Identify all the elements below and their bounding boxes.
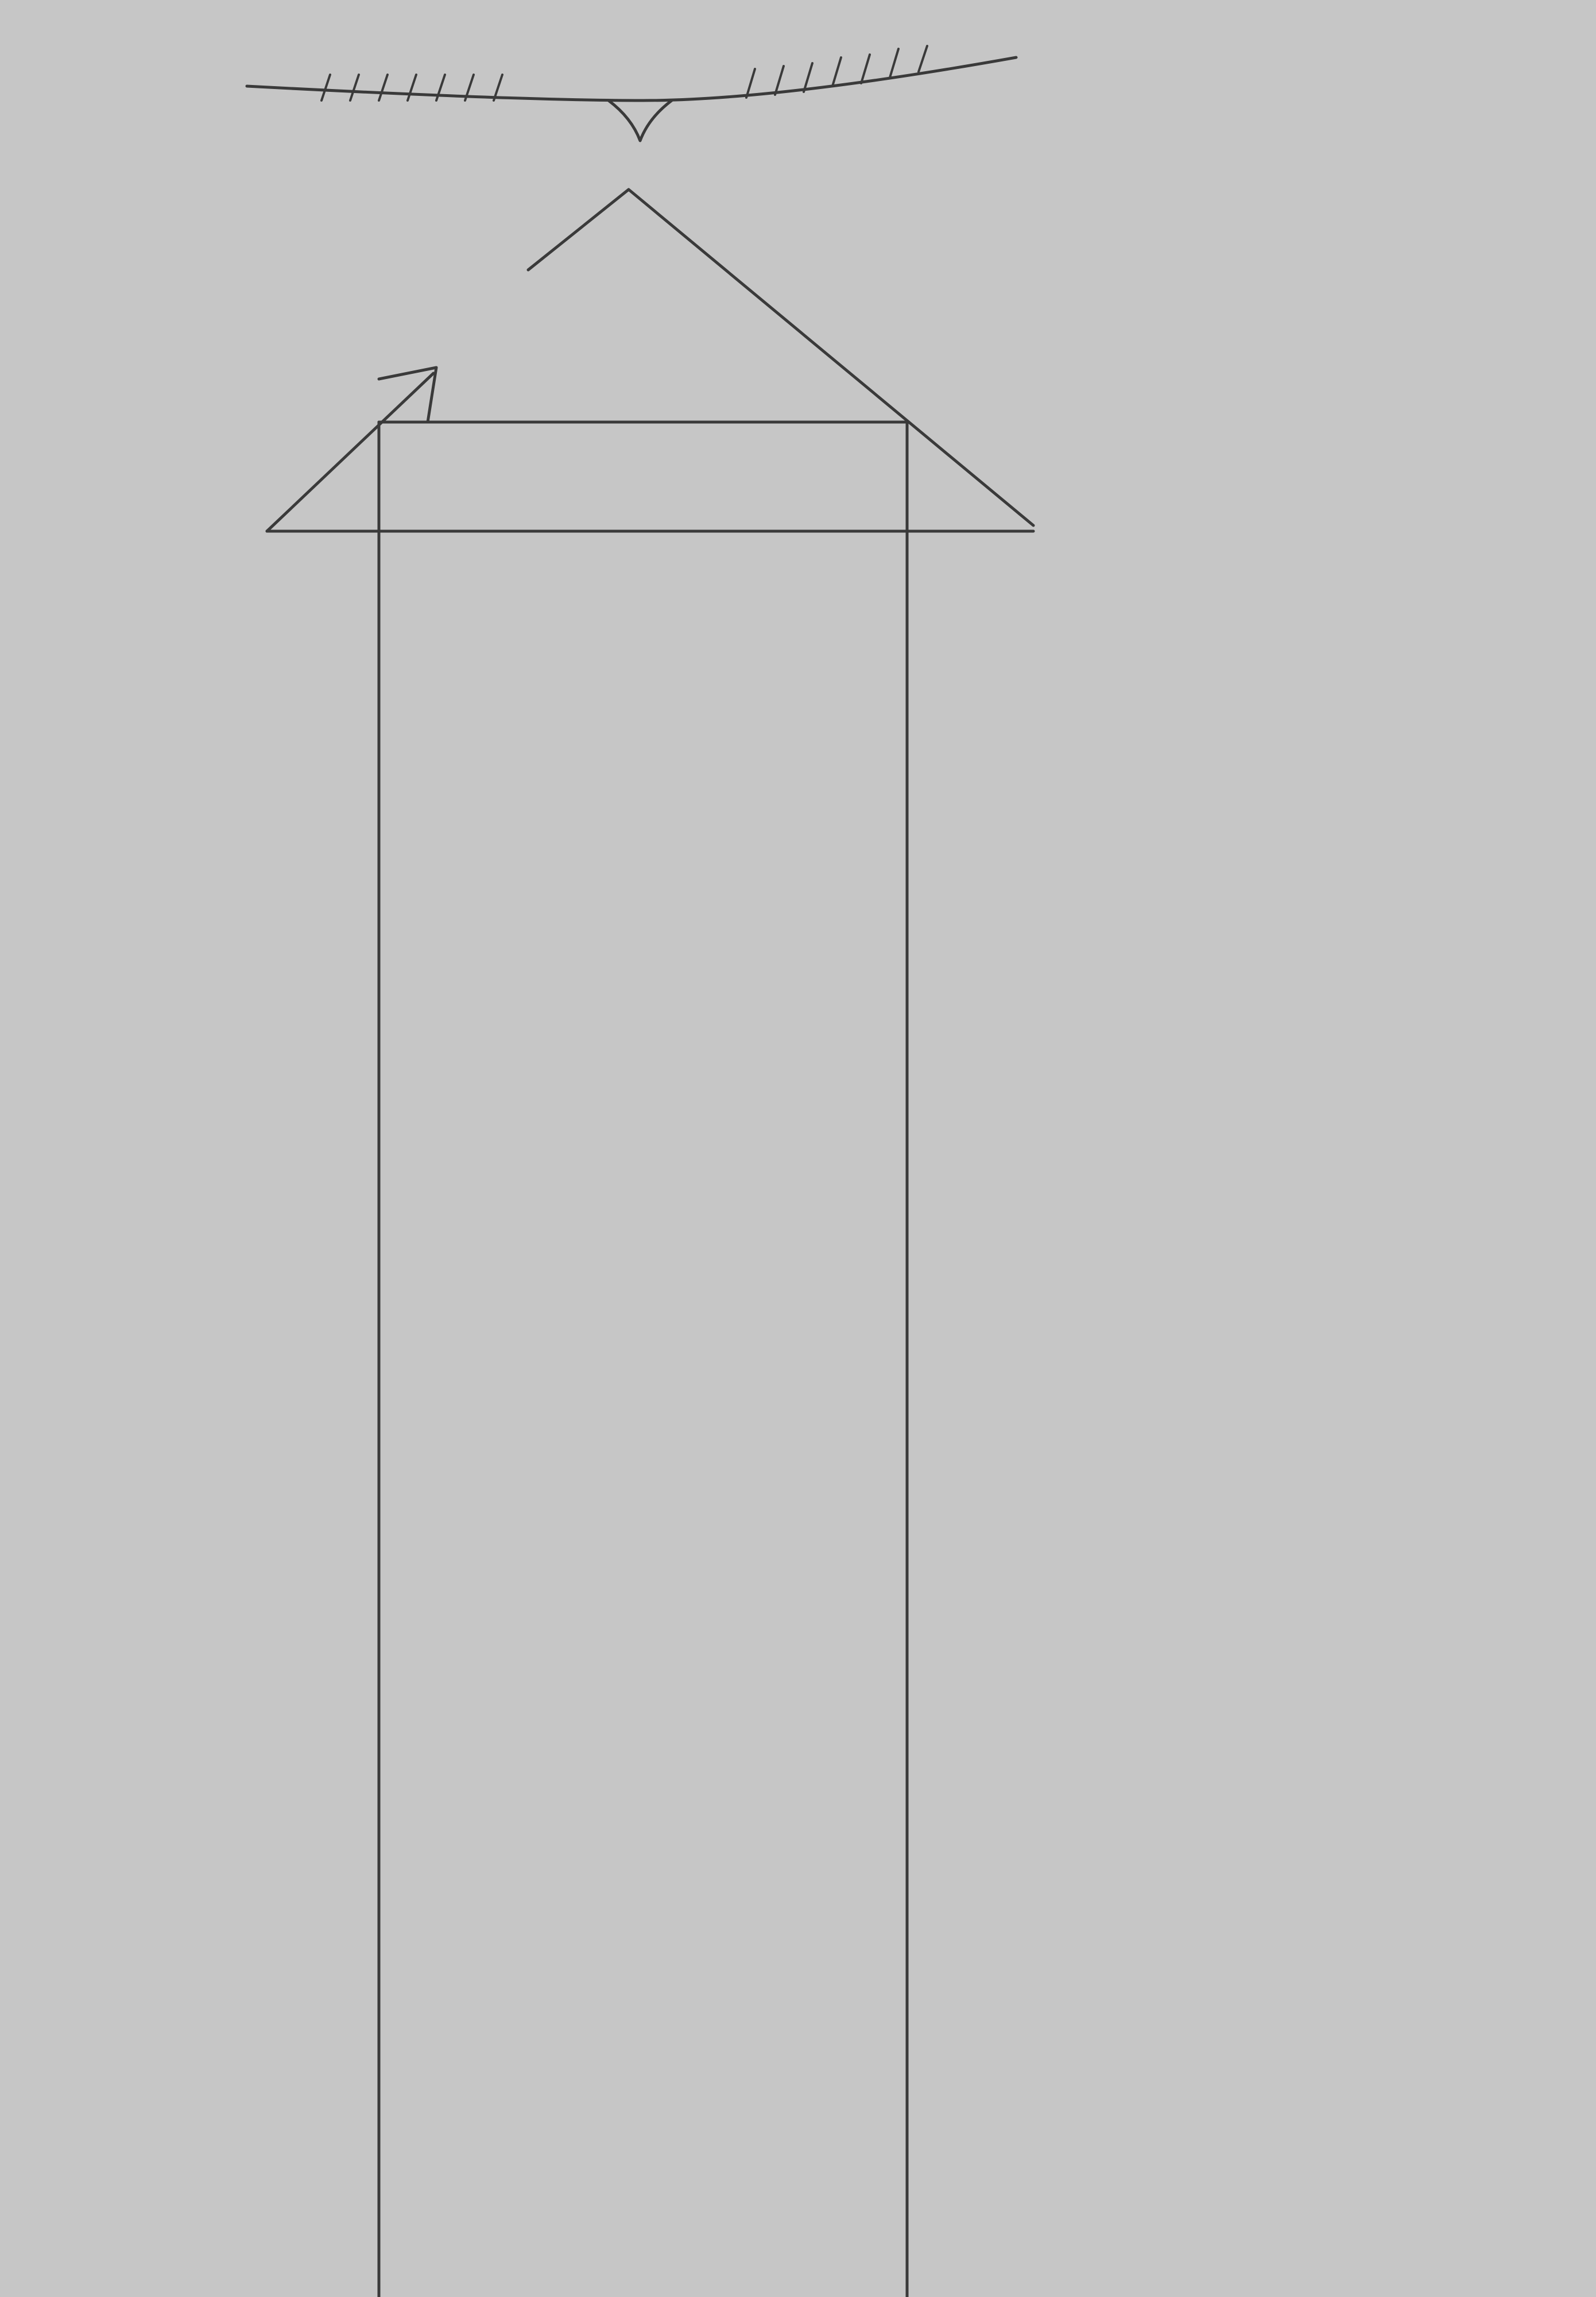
roof-left-edge: [267, 373, 433, 531]
roof-right-edge: [528, 190, 1033, 525]
stage-column: [267, 422, 1033, 2297]
roof: [267, 190, 1033, 531]
enemy-notch: [609, 100, 672, 141]
enemy-front-line: [247, 57, 1016, 100]
enemy-hatching: [321, 46, 927, 100]
strike-arrowhead: [379, 368, 436, 422]
enemy-header: [247, 46, 1016, 141]
